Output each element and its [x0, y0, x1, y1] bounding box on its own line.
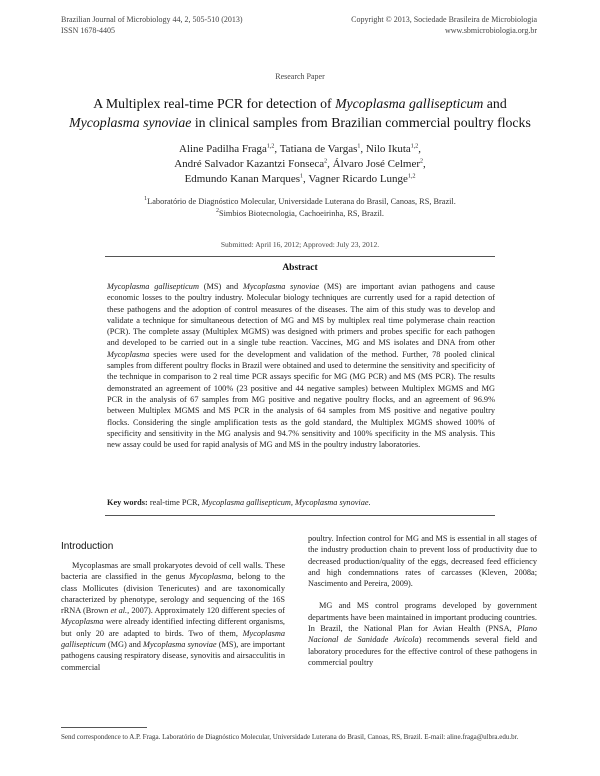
affiliation: $^1$Laboratório de Diagnóstico Molecular, Universidade Luterana do Brasil, Canoas, RS, Brazil.	[144, 196, 456, 206]
paragraph: poultry. Infection control for MG and MS is essential in all stages of the industry production chain to prevent loss of productivity due to decreased production/quality of the eggs, decreased feed efficiency and high condemnations rates of carcasses (Kleven, 2008a; Nascimento and Pereira, 2009).	[308, 534, 537, 589]
correspondence-footnote: Send correspondence to A.P. Fraga. Laboratório de Diagnóstico Molecular, Universidade Luterana do Brasil, Canoas, RS, Brazil. E-mail: aline.fraga@ulbra.edu.br.	[61, 733, 519, 741]
copyright-header	[351, 14, 537, 36]
journal-header	[61, 14, 243, 36]
affiliations	[60, 196, 540, 220]
affiliation: $^2$Simbios Biotecnologia, Cachoeirinha, RS, Brazil.	[216, 208, 384, 218]
abstract-body: Mycoplasma gallisepticum (MS) and Mycoplasma synoviae (MS) are important avian pathogens and cause economic losses to the poultry industry. Molecular biology techniques are currently used for a rapid detection of these pathogens and the adoption of control measures of the diseases. The aim of this study was to develop and validate a technique for simultaneous detection of MG and MS by multiplex real time polymerase chain reaction (PCR). The complete assay (Multiplex MGMS) was designed with primers and probes specific for each pathogen and developed to be carried out in a single tube reaction. Vaccines, MG and MS isolates and DNA from other Mycoplasma species were used for the development and validation of the method. Further, 78 pooled clinical samples from different poultry flocks in Brazil were obtained and used to determine the sensitivity and specificity of the technique in comparison to 2 real time PCR assays specific for MG (MG PCR) and MS (MS PCR). The results demonstrated an agreement of 100% (23 positive and 44 negative samples) between Multiplex MGMS and MG PCR in the analysis of 67 samples from MG positive and negative poultry flocks, and an agreement of 96.9% between Multiplex MGMS and MS PCR in the analysis of 64 samples from MS positive and negative poultry flocks. Considering the single amplification tests as the gold standard, the Multiplex MGMS showed 100% of specificity and sensitivity in the MG analysis and 94.7% sensitivity and 100% specificity in the MS analysis. This new assay could be used for rapid analysis of MG and MS in the poultry industry laboratories.	[107, 282, 495, 450]
author-list	[60, 142, 540, 187]
author: Aline Padilha Fraga$^{1,2}$,	[178, 143, 280, 155]
issn: ISSN 1678-4405	[61, 26, 116, 35]
author: André Salvador Kazantzi Fonseca$^2$,	[174, 158, 333, 170]
title-part-1: A Multiplex real-time PCR for detection of	[93, 96, 336, 111]
title-part-2: and	[483, 96, 507, 111]
author: Vagner Ricardo Lunge$^{1,2}$	[308, 173, 416, 185]
keywords-label: Key words:	[107, 498, 148, 507]
abstract-heading: Abstract	[282, 263, 318, 273]
abstract-bottom-rule	[105, 515, 495, 516]
paper-title	[40, 94, 560, 132]
title-organism-2: Mycoplasma synoviae	[69, 115, 192, 130]
introduction-right-column	[308, 533, 537, 668]
introduction-heading: Introduction	[61, 541, 114, 552]
footnote-rule	[61, 727, 147, 728]
author: Álvaro José Celmer$^2$,	[332, 158, 426, 170]
keywords: Key words: real-time PCR, Mycoplasma gallisepticum, Mycoplasma synoviae.	[107, 498, 371, 507]
journal-website: www.sbmicrobiologia.org.br	[445, 26, 537, 35]
copyright-notice: Copyright © 2013, Sociedade Brasileira de Microbiologia	[351, 15, 537, 24]
author: Edmundo Kanan Marques$^1$,	[184, 173, 309, 185]
title-organism-1: Mycoplasma gallisepticum	[335, 96, 484, 111]
submission-dates: Submitted: April 16, 2012; Approved: July 23, 2012.	[220, 240, 380, 249]
paper-type: Research Paper	[275, 72, 325, 81]
abstract-top-rule	[105, 256, 495, 257]
paragraph: Mycoplasmas are small prokaryotes devoid of cell walls. These bacteria are classified in the genus Mycoplasma, belong to the class Mollicutes (division Tenericutes) and are taxonomically characterized by phenotype, serology and sequencing of the 16S rRNA (Brown et al., 2007). Approximately 120 different species of Mycoplasma were already identified infecting different organisms, but only 20 are adapted to birds. Two of them, Mycoplasma gallisepticum (MG) and Mycoplasma synoviae (MS), are important pathogens causing respiratory disease, synovitis and airsacculitis in commercial	[61, 561, 286, 672]
paragraph: MG and MS control programs developed by government departments have been maintained in important producing countries. In Brazil, the National Plan for Avian Health (PNSA, Plano Nacional de Sanidade Avícola) recommends several field and laboratory procedures for the effective control of these pathogens in commercial poultry	[308, 601, 537, 667]
introduction-left-column	[61, 560, 285, 673]
author: Nilo Ikuta$^{1,2}$,	[365, 143, 422, 155]
title-part-3: in clinical samples from Brazilian commercial poultry flocks	[191, 115, 531, 130]
author: Tatiana de Vargas$^1$,	[279, 143, 366, 155]
journal-citation: Brazilian Journal of Microbiology 44, 2, 505-510 (2013)	[61, 15, 243, 24]
